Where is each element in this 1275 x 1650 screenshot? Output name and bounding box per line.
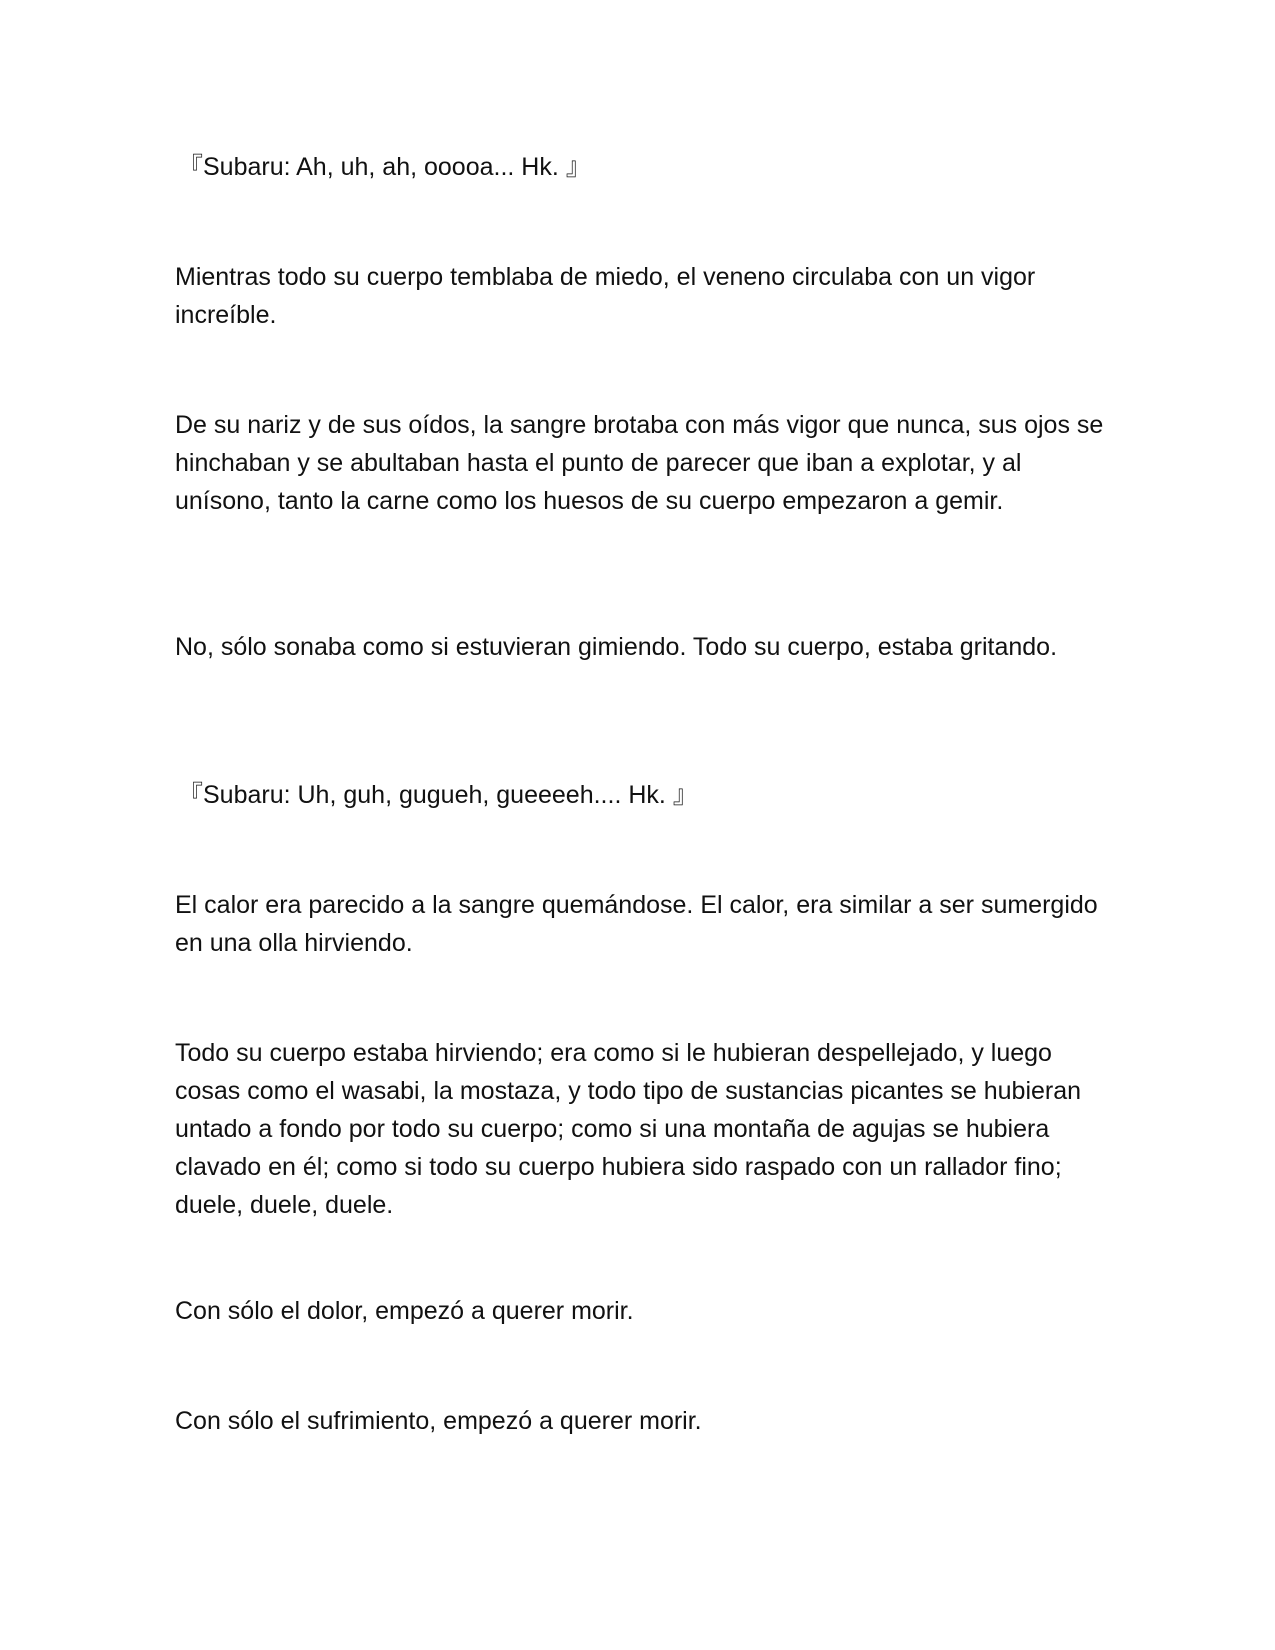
paragraph-heat: El calor era parecido a la sangre quemándose. El calor, era similar a ser sumergido en una olla hirviendo. [175,891,1098,957]
paragraph-screaming: No, sólo sonaba como si estuvieran gimiendo. Todo su cuerpo, estaba gritando. [175,633,1058,661]
paragraph-suffering: Con sólo el sufrimiento, empezó a querer morir. [175,1407,702,1435]
paragraph-boiling: Todo su cuerpo estaba hirviendo; era como si le hubieran despellejado, y luego cosas como el wasabi, la mostaza, y todo tipo de sustancias picantes se hubieran untado a fondo por todo su cuerpo; como si una montaña de agujas se hubiera clavado en él; como si todo su cuerpo hubiera sido raspado con un rallador fino; duele, duele, duele. [175,1039,1082,1219]
dialogue-subaru-2: 『Subaru: Uh, guh, gugueh, gueeeeh.... Hk. 』 [178,781,698,809]
paragraph-blood: De su nariz y de sus oídos, la sangre brotaba con más vigor que nunca, sus ojos se hinchaban y se abultaban hasta el punto de parecer que iban a explotar, y al unísono, tanto la carne como los huesos de su cuerpo empezaron a gemir. [175,411,1104,515]
paragraph-pain: Con sólo el dolor, empezó a querer morir. [175,1297,634,1325]
paragraph-venom: Mientras todo su cuerpo temblaba de miedo, el veneno circulaba con un vigor increíble. [175,263,1036,329]
dialogue-subaru-1: 『Subaru: Ah, uh, ah, ooooa... Hk. 』 [178,153,591,181]
